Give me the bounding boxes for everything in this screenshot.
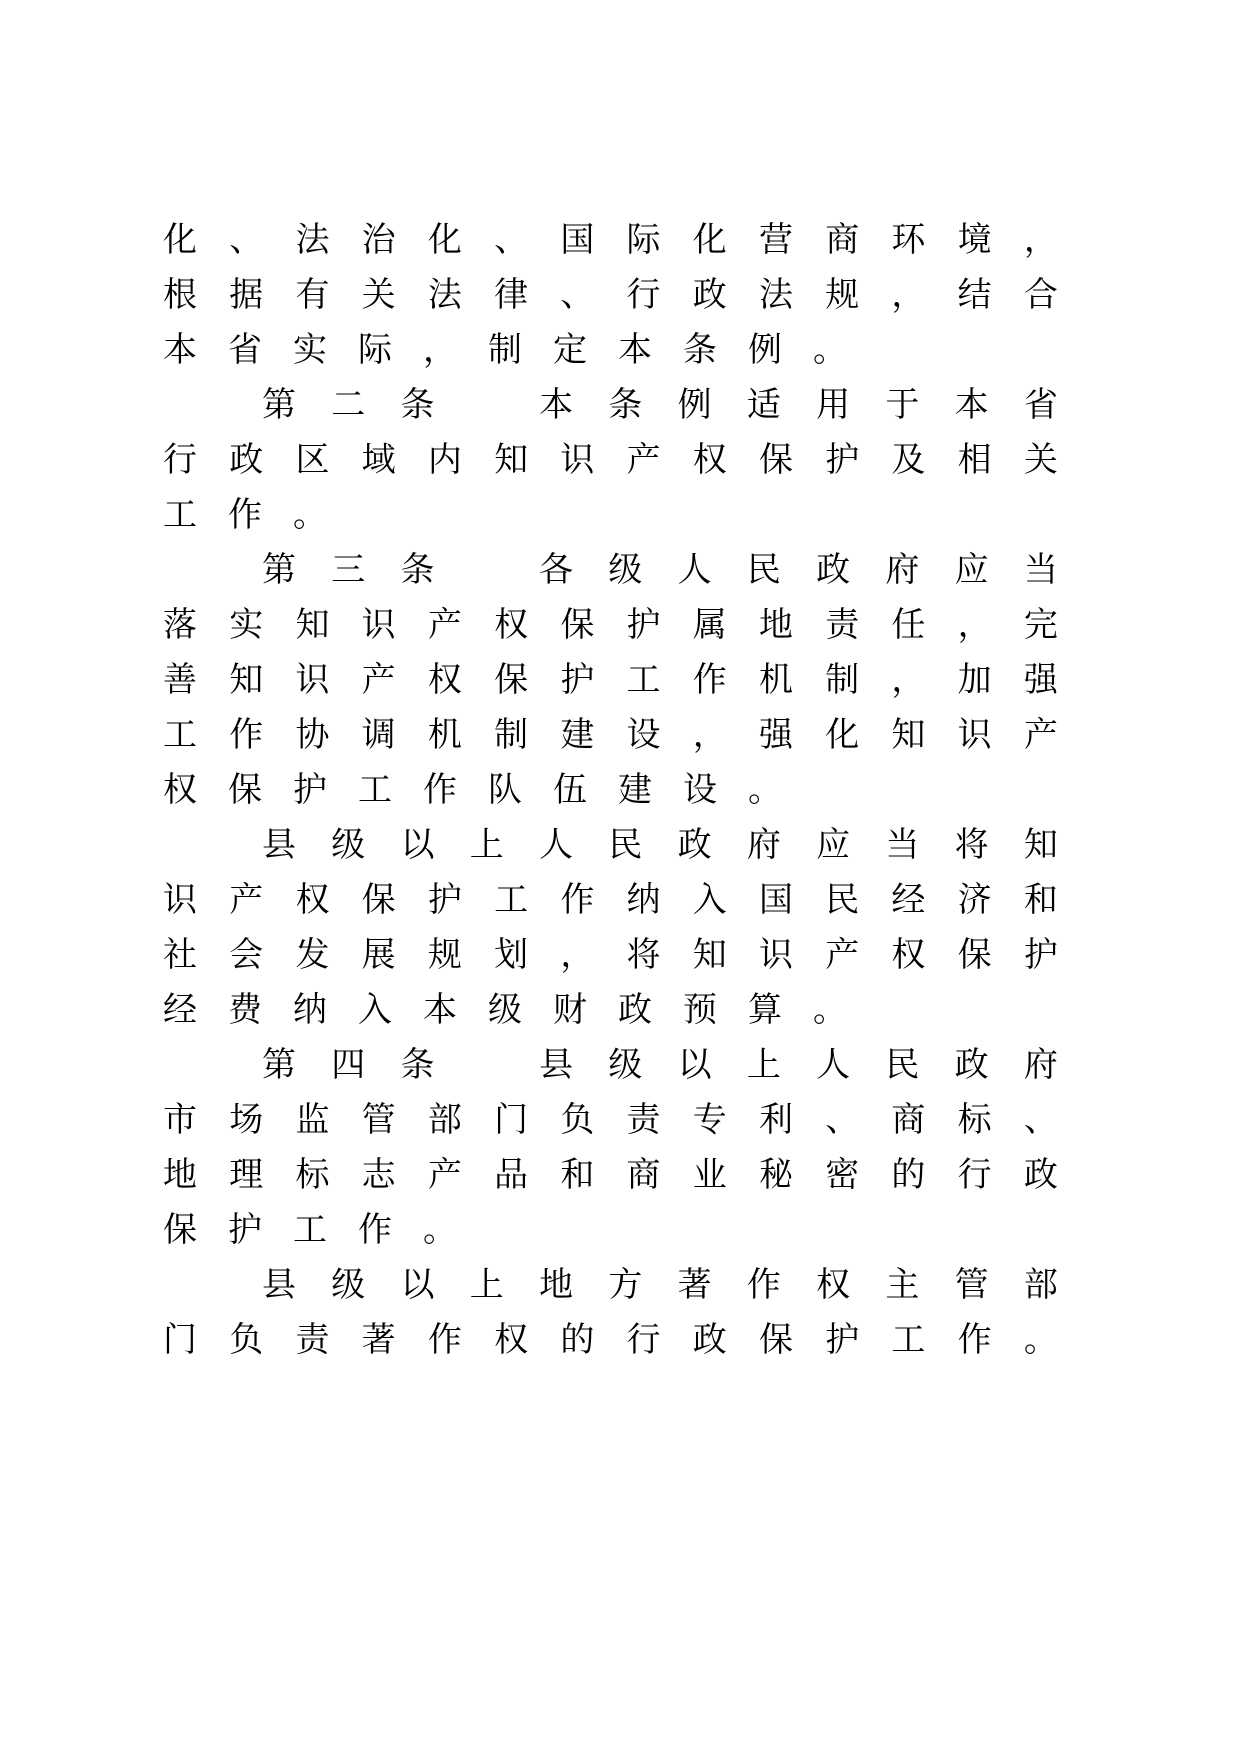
text-glyph: 经 <box>891 880 926 920</box>
text-glyph: 三 <box>331 550 366 590</box>
text-glyph: 完 <box>1023 605 1058 645</box>
text-glyph: 密 <box>825 1155 860 1195</box>
text-glyph: 知 <box>494 440 529 480</box>
text-glyph: 际 <box>626 220 661 260</box>
text-glyph: 济 <box>957 880 992 920</box>
text-line <box>163 876 1058 924</box>
text-glyph: 识 <box>295 660 330 700</box>
text-glyph: 监 <box>295 1100 330 1140</box>
text-glyph: 强 <box>1023 660 1058 700</box>
text-glyph: 产 <box>229 880 264 920</box>
text-glyph: 识 <box>758 935 793 975</box>
text-glyph: 权 <box>692 440 727 480</box>
text-glyph: 权 <box>891 935 926 975</box>
text-glyph: 条 <box>400 385 435 425</box>
text-glyph: ， <box>957 605 992 645</box>
text-glyph: 地 <box>758 605 793 645</box>
text-line <box>163 986 1058 1034</box>
text-glyph: 保 <box>758 440 793 480</box>
text-glyph: 识 <box>560 440 595 480</box>
text-glyph: 权 <box>163 770 197 810</box>
text-glyph: 条 <box>608 385 643 425</box>
text-glyph: 作 <box>427 1320 462 1360</box>
text-glyph <box>470 1041 504 1089</box>
text-glyph: 费 <box>228 990 262 1030</box>
text-glyph: 府 <box>1023 1045 1058 1085</box>
text-glyph: 结 <box>957 275 992 315</box>
text-glyph: 会 <box>229 935 264 975</box>
text-glyph: 第 <box>262 550 296 590</box>
text-glyph: 标 <box>957 1100 992 1140</box>
text-glyph: 权 <box>427 660 462 700</box>
text-glyph: 政 <box>954 1045 989 1085</box>
text-glyph: 利 <box>758 1100 793 1140</box>
text-glyph: 人 <box>677 550 712 590</box>
text-glyph: 队 <box>488 770 522 810</box>
text-glyph: ， <box>423 330 457 370</box>
text-glyph: 市 <box>163 1100 197 1140</box>
text-glyph: 政 <box>692 275 727 315</box>
text-glyph: 作 <box>746 1265 781 1305</box>
text-glyph: 际 <box>358 330 392 370</box>
text-glyph: 条 <box>400 1045 435 1085</box>
text-glyph <box>470 546 504 594</box>
text-glyph: 当 <box>1023 550 1058 590</box>
text-glyph: 财 <box>553 990 587 1030</box>
text-glyph: 产 <box>361 660 396 700</box>
text-glyph: 。 <box>813 330 847 370</box>
text-line <box>163 436 1058 484</box>
text-glyph: 纳 <box>626 880 661 920</box>
text-glyph: 应 <box>954 550 989 590</box>
text-glyph: 产 <box>1023 715 1058 755</box>
text-glyph: 作 <box>560 880 595 920</box>
text-glyph: 保 <box>494 660 529 700</box>
text-glyph: 业 <box>692 1155 727 1195</box>
text-glyph: 化 <box>163 220 197 260</box>
text-glyph: 县 <box>262 1265 296 1305</box>
text-line <box>163 1316 1058 1364</box>
text-glyph: 有 <box>295 275 330 315</box>
text-glyph: 制 <box>825 660 860 700</box>
text-glyph: 的 <box>560 1320 595 1360</box>
text-glyph: 识 <box>163 880 197 920</box>
text-glyph: 品 <box>494 1155 529 1195</box>
text-glyph: 条 <box>683 330 717 370</box>
text-glyph: 社 <box>163 935 197 975</box>
text-glyph: 政 <box>1023 1155 1058 1195</box>
text-glyph: 规 <box>825 275 860 315</box>
text-glyph: 本 <box>618 330 652 370</box>
text-glyph: 机 <box>758 660 793 700</box>
text-glyph: 国 <box>560 220 595 260</box>
text-glyph: 责 <box>825 605 860 645</box>
text-glyph: 将 <box>954 825 989 865</box>
text-glyph: 保 <box>560 605 595 645</box>
text-line <box>163 216 1058 264</box>
text-line <box>163 931 1058 979</box>
text-glyph: 。 <box>1023 1320 1058 1360</box>
text-glyph: 区 <box>295 440 330 480</box>
text-glyph: 工 <box>163 715 197 755</box>
text-glyph: 标 <box>295 1155 330 1195</box>
text-glyph: 识 <box>957 715 992 755</box>
text-glyph: 建 <box>618 770 652 810</box>
text-glyph: 方 <box>608 1265 643 1305</box>
text-glyph: 部 <box>1023 1265 1058 1305</box>
text-glyph: 制 <box>494 715 529 755</box>
text-glyph: 条 <box>400 550 435 590</box>
text-glyph: 秘 <box>758 1155 793 1195</box>
text-glyph: 法 <box>295 220 330 260</box>
text-glyph: 权 <box>494 605 529 645</box>
text-glyph: 主 <box>885 1265 920 1305</box>
text-glyph: 协 <box>295 715 330 755</box>
text-line <box>163 711 1058 759</box>
text-glyph: 负 <box>560 1100 595 1140</box>
text-glyph: 府 <box>885 550 920 590</box>
text-glyph: 级 <box>331 1265 366 1305</box>
text-glyph: 产 <box>427 1155 462 1195</box>
text-line <box>262 821 1058 869</box>
text-glyph: 强 <box>758 715 793 755</box>
text-glyph: 本 <box>423 990 457 1030</box>
text-glyph: 预 <box>683 990 717 1030</box>
text-glyph: 产 <box>825 935 860 975</box>
text-glyph: 法 <box>427 275 462 315</box>
text-glyph: 产 <box>626 440 661 480</box>
text-glyph: 。 <box>813 990 847 1030</box>
text-glyph: 行 <box>626 275 661 315</box>
text-glyph: 设 <box>626 715 661 755</box>
text-glyph: 落 <box>163 605 197 645</box>
text-glyph: 化 <box>825 715 860 755</box>
text-glyph: 域 <box>361 440 396 480</box>
text-glyph: 工 <box>358 770 392 810</box>
text-glyph: 府 <box>746 825 781 865</box>
text-glyph: 上 <box>469 825 504 865</box>
text-glyph: 权 <box>816 1265 851 1305</box>
text-glyph: 本 <box>539 385 574 425</box>
text-glyph: 国 <box>758 880 793 920</box>
text-glyph: 、 <box>229 220 264 260</box>
text-glyph: 级 <box>608 1045 643 1085</box>
text-glyph: 设 <box>683 770 717 810</box>
text-glyph: 专 <box>692 1100 727 1140</box>
text-glyph: 保 <box>163 1210 197 1250</box>
text-glyph: 知 <box>1023 825 1058 865</box>
text-glyph: 知 <box>229 660 264 700</box>
text-glyph: 级 <box>331 825 366 865</box>
text-glyph: 规 <box>427 935 462 975</box>
text-glyph: 商 <box>891 1100 926 1140</box>
text-glyph: 地 <box>539 1265 574 1305</box>
text-glyph: 部 <box>427 1100 462 1140</box>
text-glyph: 上 <box>469 1265 504 1305</box>
text-glyph: 政 <box>677 825 712 865</box>
text-glyph: 政 <box>229 440 264 480</box>
text-glyph: 护 <box>293 770 327 810</box>
text-line <box>163 601 1058 649</box>
text-glyph: 用 <box>816 385 851 425</box>
text-glyph: 算 <box>748 990 782 1030</box>
text-glyph: 商 <box>825 220 860 260</box>
text-line <box>262 546 1058 594</box>
text-glyph: 实 <box>293 330 327 370</box>
text-glyph: 保 <box>957 935 992 975</box>
text-glyph: 理 <box>229 1155 264 1195</box>
text-glyph: 行 <box>957 1155 992 1195</box>
text-glyph: 关 <box>361 275 396 315</box>
text-line <box>262 1041 1058 1089</box>
text-glyph: 著 <box>361 1320 396 1360</box>
text-glyph: 实 <box>229 605 264 645</box>
text-glyph: 将 <box>626 935 661 975</box>
text-glyph: 以 <box>400 825 435 865</box>
text-line <box>163 1151 1058 1199</box>
text-glyph: 发 <box>295 935 330 975</box>
text-line <box>163 1206 1058 1254</box>
text-glyph: 例 <box>677 385 712 425</box>
text-glyph: 县 <box>262 825 296 865</box>
text-glyph: 纳 <box>293 990 327 1030</box>
text-glyph: 经 <box>163 990 197 1030</box>
text-glyph: 善 <box>163 660 197 700</box>
text-glyph: 本 <box>163 330 197 370</box>
text-glyph: 合 <box>1023 275 1058 315</box>
text-glyph: ， <box>891 660 926 700</box>
text-glyph: 、 <box>560 275 595 315</box>
text-glyph: 知 <box>692 935 727 975</box>
text-glyph: 护 <box>228 1210 262 1250</box>
text-glyph: 定 <box>553 330 587 370</box>
text-glyph: 作 <box>423 770 457 810</box>
text-glyph: 制 <box>488 330 522 370</box>
text-glyph: 保 <box>758 1320 793 1360</box>
text-glyph: 著 <box>677 1265 712 1305</box>
text-glyph: 当 <box>885 825 920 865</box>
text-glyph: ， <box>692 715 727 755</box>
text-glyph: 工 <box>293 1210 327 1250</box>
text-glyph: 本 <box>954 385 989 425</box>
text-glyph: 政 <box>618 990 652 1030</box>
text-glyph: 治 <box>361 220 396 260</box>
text-glyph: 以 <box>677 1045 712 1085</box>
text-glyph: 入 <box>358 990 392 1030</box>
text-glyph: 级 <box>608 550 643 590</box>
text-glyph: 及 <box>891 440 926 480</box>
text-glyph: 营 <box>758 220 793 260</box>
text-line <box>163 656 1058 704</box>
text-line <box>163 271 1058 319</box>
text-glyph: 和 <box>560 1155 595 1195</box>
text-glyph: 律 <box>494 275 529 315</box>
text-glyph: 负 <box>229 1320 264 1360</box>
text-glyph: 划 <box>494 935 529 975</box>
text-glyph: 责 <box>295 1320 330 1360</box>
text-glyph: 化 <box>692 220 727 260</box>
text-line <box>163 766 1058 814</box>
text-glyph: ， <box>560 935 595 975</box>
text-glyph: 护 <box>560 660 595 700</box>
text-glyph: 民 <box>885 1045 920 1085</box>
text-glyph: ， <box>1023 220 1058 260</box>
text-glyph: 省 <box>1023 385 1058 425</box>
text-glyph: 二 <box>331 385 366 425</box>
text-glyph: 门 <box>494 1100 529 1140</box>
text-line <box>262 1261 1058 1309</box>
text-glyph: 作 <box>957 1320 992 1360</box>
text-glyph: 志 <box>361 1155 396 1195</box>
text-glyph: 各 <box>539 550 574 590</box>
text-glyph: 上 <box>746 1045 781 1085</box>
text-glyph: 知 <box>295 605 330 645</box>
text-glyph: 县 <box>539 1045 574 1085</box>
text-glyph: 以 <box>400 1265 435 1305</box>
text-glyph: 护 <box>1023 935 1058 975</box>
text-glyph: 应 <box>816 825 851 865</box>
text-glyph: 例 <box>748 330 782 370</box>
text-glyph: 任 <box>891 605 926 645</box>
text-glyph: 管 <box>954 1265 989 1305</box>
text-glyph: 护 <box>427 880 462 920</box>
text-glyph: 责 <box>626 1100 661 1140</box>
text-glyph: 地 <box>163 1155 197 1195</box>
text-glyph: 工 <box>891 1320 926 1360</box>
text-glyph: 保 <box>361 880 396 920</box>
text-glyph <box>470 381 504 429</box>
text-glyph: 、 <box>494 220 529 260</box>
text-glyph: ， <box>891 275 926 315</box>
text-glyph: 内 <box>427 440 462 480</box>
text-glyph: 法 <box>758 275 793 315</box>
text-glyph: 民 <box>746 550 781 590</box>
text-glyph: 的 <box>891 1155 926 1195</box>
text-glyph: 化 <box>427 220 462 260</box>
text-glyph: 权 <box>295 880 330 920</box>
text-glyph: 门 <box>163 1320 197 1360</box>
text-glyph: 护 <box>626 605 661 645</box>
text-glyph: 工 <box>494 880 529 920</box>
text-line <box>163 326 1058 374</box>
text-line <box>163 491 1058 539</box>
text-glyph: 属 <box>692 605 727 645</box>
text-glyph: 、 <box>1023 1100 1058 1140</box>
text-glyph: 权 <box>494 1320 529 1360</box>
text-glyph: 适 <box>746 385 781 425</box>
text-glyph: 行 <box>163 440 197 480</box>
text-glyph: 第 <box>262 385 296 425</box>
text-glyph: 。 <box>293 495 327 535</box>
text-glyph: 省 <box>228 330 262 370</box>
text-glyph: 人 <box>816 1045 851 1085</box>
text-glyph: 工 <box>626 660 661 700</box>
text-glyph: 场 <box>229 1100 264 1140</box>
text-glyph: 知 <box>891 715 926 755</box>
text-glyph: 伍 <box>553 770 587 810</box>
text-glyph: 建 <box>560 715 595 755</box>
text-glyph: 作 <box>228 495 262 535</box>
text-glyph: 民 <box>825 880 860 920</box>
text-glyph: 作 <box>229 715 264 755</box>
text-glyph: 和 <box>1023 880 1058 920</box>
text-glyph: 工 <box>163 495 197 535</box>
text-glyph: 保 <box>228 770 262 810</box>
text-line <box>262 381 1058 429</box>
text-glyph: 政 <box>692 1320 727 1360</box>
text-glyph: 四 <box>331 1045 366 1085</box>
text-glyph: 人 <box>539 825 574 865</box>
text-line <box>163 1096 1058 1144</box>
text-glyph: 级 <box>488 990 522 1030</box>
text-glyph: 行 <box>626 1320 661 1360</box>
text-glyph: 入 <box>692 880 727 920</box>
text-glyph: 、 <box>825 1100 860 1140</box>
text-glyph: 护 <box>825 440 860 480</box>
text-glyph: 识 <box>361 605 396 645</box>
text-glyph: 民 <box>608 825 643 865</box>
text-glyph: 。 <box>423 1210 457 1250</box>
text-glyph: 机 <box>427 715 462 755</box>
text-glyph: 作 <box>358 1210 392 1250</box>
text-glyph: 。 <box>748 770 782 810</box>
text-glyph: 第 <box>262 1045 296 1085</box>
text-glyph: 环 <box>891 220 926 260</box>
text-glyph: 境 <box>957 220 992 260</box>
text-glyph: 护 <box>825 1320 860 1360</box>
text-glyph: 展 <box>361 935 396 975</box>
text-glyph: 管 <box>361 1100 396 1140</box>
text-glyph: 加 <box>957 660 992 700</box>
text-glyph: 于 <box>885 385 920 425</box>
text-glyph: 根 <box>163 275 197 315</box>
text-glyph: 产 <box>427 605 462 645</box>
text-glyph: 政 <box>816 550 851 590</box>
text-glyph: 关 <box>1023 440 1058 480</box>
text-glyph: 作 <box>692 660 727 700</box>
text-glyph: 相 <box>957 440 992 480</box>
text-glyph: 据 <box>229 275 264 315</box>
text-glyph: 调 <box>361 715 396 755</box>
text-glyph: 商 <box>626 1155 661 1195</box>
